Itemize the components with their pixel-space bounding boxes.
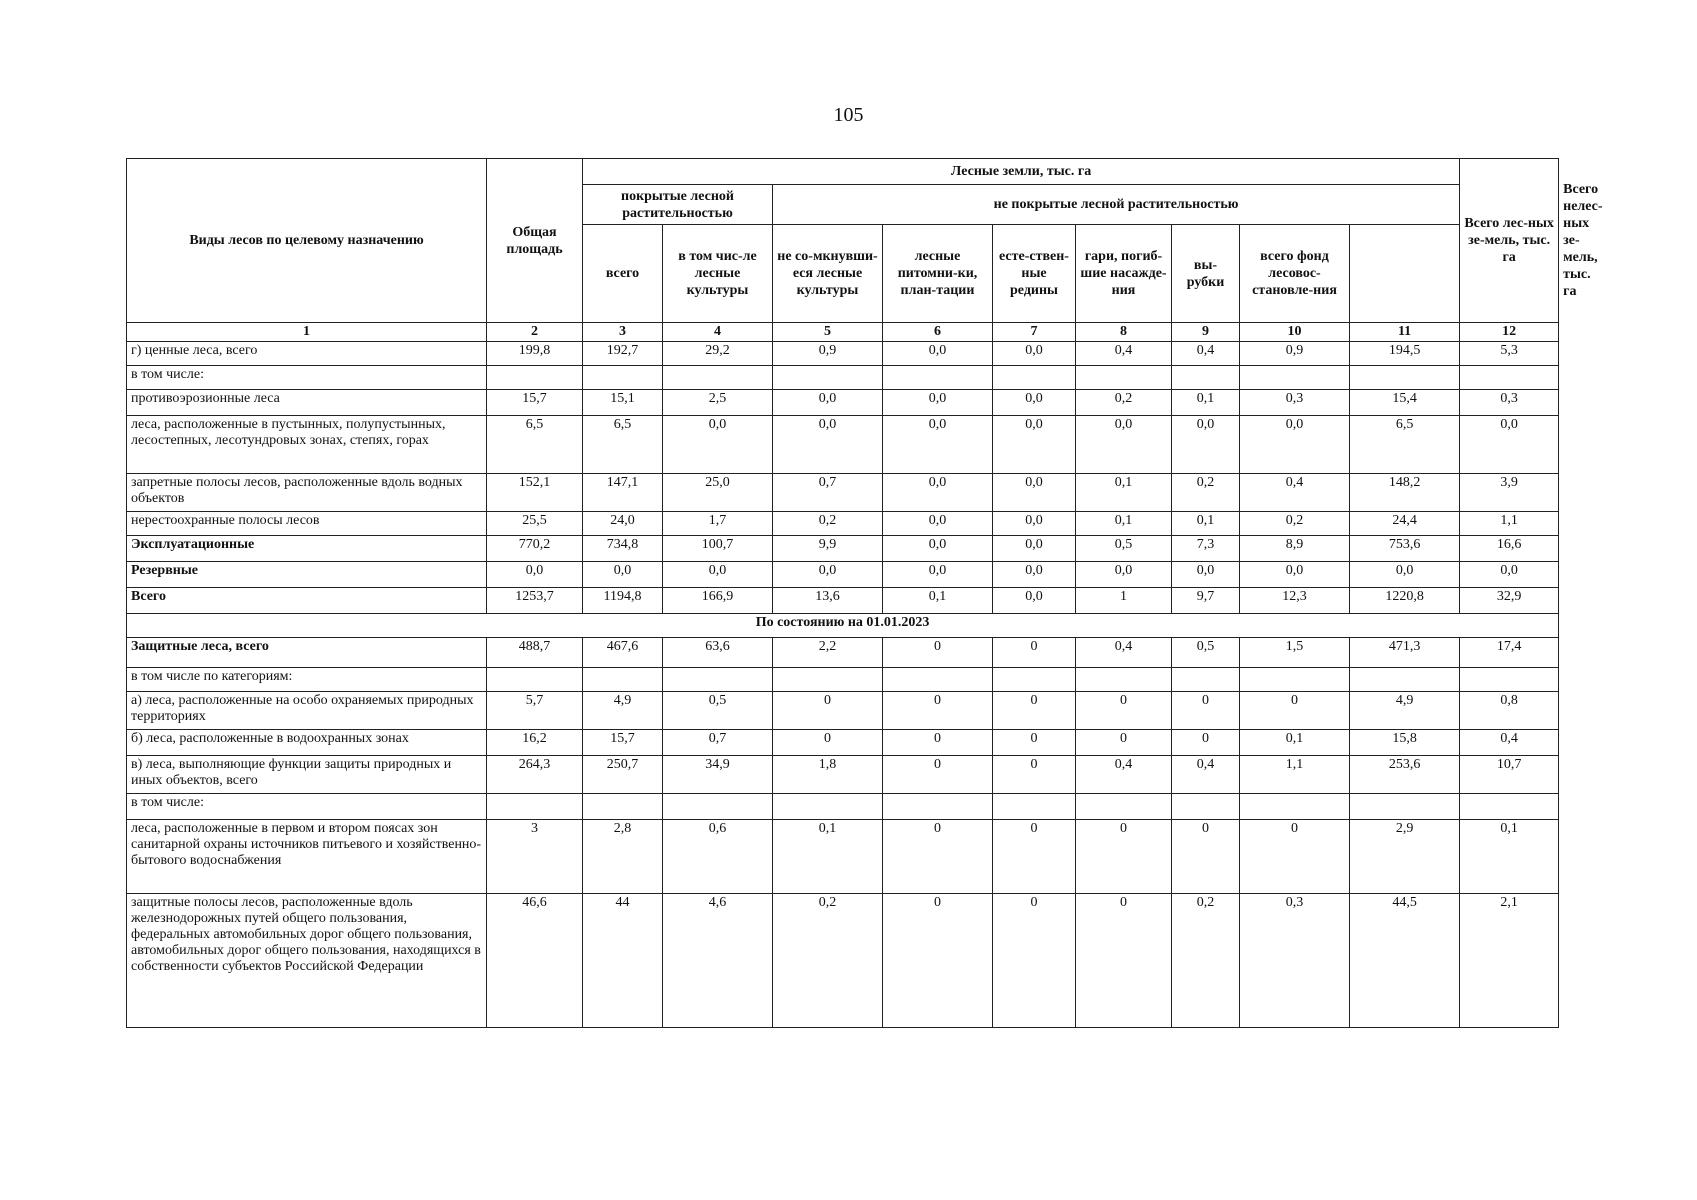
row-value: 199,8 (487, 342, 583, 366)
row-value: 0,0 (663, 416, 773, 474)
row-value: 0 (1076, 692, 1172, 730)
table-section-divider (127, 614, 1559, 638)
row-value: 0,7 (773, 474, 883, 512)
row-value: 0,0 (1076, 416, 1172, 474)
row-value (1240, 794, 1350, 820)
row-value (1460, 668, 1559, 692)
row-value: 0 (1240, 692, 1350, 730)
row-value (773, 794, 883, 820)
table-row (127, 390, 1559, 416)
row-value: 7,3 (1172, 536, 1240, 562)
row-value: 0,1 (883, 588, 993, 614)
row-value: 44 (583, 894, 663, 1028)
header-not-covered: не покрытые лесной растительностью (773, 185, 1460, 225)
row-value: 0,2 (1240, 512, 1350, 536)
col-number: 8 (1076, 323, 1172, 342)
header-nurseries: лесные питомни-ки, план-тации (883, 225, 993, 323)
forest-types-table (126, 158, 1603, 1028)
table-row (127, 638, 1559, 668)
row-value: 0,1 (1240, 730, 1350, 756)
row-value (1350, 794, 1460, 820)
row-value: 1 (1076, 588, 1172, 614)
row-value: 0,0 (1240, 416, 1350, 474)
col-number: 12 (1460, 323, 1559, 342)
table-row (127, 474, 1559, 512)
row-label: нерестоохранные полосы лесов (127, 512, 487, 536)
table-row (127, 820, 1559, 894)
row-value: 264,3 (487, 756, 583, 794)
row-value: 16,2 (487, 730, 583, 756)
header-total-area: Общая площадь (487, 159, 583, 323)
row-value: 0 (1172, 692, 1240, 730)
row-value: 0,8 (1460, 692, 1559, 730)
row-value (1350, 668, 1460, 692)
row-value: 2,9 (1350, 820, 1460, 894)
row-value: 16,6 (1460, 536, 1559, 562)
row-value (993, 794, 1076, 820)
row-label: б) леса, расположенные в водоохранных зонах (127, 730, 487, 756)
row-value: 0 (883, 730, 993, 756)
row-label: в том числе по категориям: (127, 668, 487, 692)
row-value (487, 366, 583, 390)
row-value: 9,7 (1172, 588, 1240, 614)
row-value: 1253,7 (487, 588, 583, 614)
row-value: 0 (1076, 894, 1172, 1028)
row-value: 12,3 (1240, 588, 1350, 614)
row-value: 3 (487, 820, 583, 894)
row-value: 15,8 (1350, 730, 1460, 756)
row-value: 24,4 (1350, 512, 1460, 536)
row-value: 0,0 (1350, 562, 1460, 588)
row-value: 0,0 (993, 342, 1076, 366)
row-value: 148,2 (1350, 474, 1460, 512)
row-value: 0,0 (883, 416, 993, 474)
row-value: 46,6 (487, 894, 583, 1028)
row-value: 0,0 (883, 512, 993, 536)
row-value: 0,0 (1172, 562, 1240, 588)
row-value (663, 366, 773, 390)
row-value (583, 668, 663, 692)
header-unclosed: не со-мкнувши-еся лесные культуры (773, 225, 883, 323)
row-label: Защитные леса, всего (127, 638, 487, 668)
row-value (1076, 794, 1172, 820)
row-value: 0,0 (663, 562, 773, 588)
row-value (583, 794, 663, 820)
row-value: 25,5 (487, 512, 583, 536)
row-value: 9,9 (773, 536, 883, 562)
row-value: 0,1 (1076, 512, 1172, 536)
row-value: 0,0 (773, 416, 883, 474)
table-row (127, 588, 1559, 614)
row-value: 0,9 (1240, 342, 1350, 366)
row-value (1240, 366, 1350, 390)
row-value: 15,7 (583, 730, 663, 756)
row-value: 0,6 (663, 820, 773, 894)
row-value: 0,5 (663, 692, 773, 730)
row-value: 166,9 (663, 588, 773, 614)
row-value: 0,3 (1240, 390, 1350, 416)
row-label: Всего (127, 588, 487, 614)
row-label: леса, расположенные в пустынных, полупустынных, лесостепных, лесотундровых зонах, степях, горах (127, 416, 487, 474)
row-value: 0,5 (1076, 536, 1172, 562)
row-value: 0,7 (663, 730, 773, 756)
row-value: 0 (993, 820, 1076, 894)
row-value: 0,0 (883, 536, 993, 562)
row-label: в том числе: (127, 366, 487, 390)
row-value: 0 (773, 692, 883, 730)
row-value: 17,4 (1460, 638, 1559, 668)
col-number: 4 (663, 323, 773, 342)
row-value: 253,6 (1350, 756, 1460, 794)
row-value: 6,5 (583, 416, 663, 474)
section-title: По состоянию на 01.01.2023 (127, 614, 1559, 638)
row-value: 488,7 (487, 638, 583, 668)
row-value: 1,1 (1240, 756, 1350, 794)
row-value: 194,5 (1350, 342, 1460, 366)
row-value: 0,0 (993, 474, 1076, 512)
row-value: 0,2 (1172, 894, 1240, 1028)
row-value: 0,0 (1460, 416, 1559, 474)
row-label: в том числе: (127, 794, 487, 820)
row-value: 100,7 (663, 536, 773, 562)
row-value: 0 (993, 638, 1076, 668)
header-covered-cultures: в том чис-ле лесные культуры (663, 225, 773, 323)
row-value: 0,2 (1076, 390, 1172, 416)
row-value (1172, 668, 1240, 692)
row-label: г) ценные леса, всего (127, 342, 487, 366)
row-value (993, 366, 1076, 390)
row-label: в) леса, выполняющие функции защиты природных и иных объектов, всего (127, 756, 487, 794)
table-row (127, 512, 1559, 536)
row-value: 0,0 (883, 562, 993, 588)
row-value: 0 (1172, 820, 1240, 894)
row-value: 0 (883, 820, 993, 894)
row-value: 15,1 (583, 390, 663, 416)
row-value: 32,9 (1460, 588, 1559, 614)
row-value: 6,5 (487, 416, 583, 474)
row-value: 0,0 (583, 562, 663, 588)
table-row (127, 342, 1559, 366)
row-value: 770,2 (487, 536, 583, 562)
table-row (127, 562, 1559, 588)
header-reforest: всего фонд лесовос-становле-ния (1240, 225, 1350, 323)
col-number: 2 (487, 323, 583, 342)
row-value: 147,1 (583, 474, 663, 512)
row-value: 0 (993, 756, 1076, 794)
row-value (1460, 794, 1559, 820)
table-row (127, 894, 1559, 1028)
row-value: 753,6 (1350, 536, 1460, 562)
row-value: 0 (773, 730, 883, 756)
row-value (1076, 366, 1172, 390)
row-value: 0 (883, 756, 993, 794)
row-label: а) леса, расположенные на особо охраняемых природных территориях (127, 692, 487, 730)
row-value: 24,0 (583, 512, 663, 536)
row-value: 15,7 (487, 390, 583, 416)
row-value: 0,1 (1172, 390, 1240, 416)
row-value: 1,5 (1240, 638, 1350, 668)
row-value: 0,4 (1076, 638, 1172, 668)
page-number: 105 (833, 104, 864, 126)
col-number: 10 (1240, 323, 1350, 342)
table-row (127, 416, 1559, 474)
row-value: 192,7 (583, 342, 663, 366)
row-value: 2,5 (663, 390, 773, 416)
row-value (883, 794, 993, 820)
row-value: 0,0 (993, 390, 1076, 416)
row-value: 0,1 (1076, 474, 1172, 512)
column-numbers-row (127, 323, 1559, 342)
row-value: 0,0 (993, 512, 1076, 536)
row-value: 0,4 (1172, 756, 1240, 794)
row-value (1172, 366, 1240, 390)
row-value: 0 (883, 692, 993, 730)
row-value: 4,6 (663, 894, 773, 1028)
row-value: 471,3 (1350, 638, 1460, 668)
row-value: 0,0 (883, 342, 993, 366)
col-number: 6 (883, 323, 993, 342)
row-value: 467,6 (583, 638, 663, 668)
row-value: 152,1 (487, 474, 583, 512)
row-value: 0 (993, 692, 1076, 730)
table-row (127, 794, 1559, 820)
row-value: 8,9 (1240, 536, 1350, 562)
row-value: 0,0 (487, 562, 583, 588)
row-value: 0,3 (1460, 390, 1559, 416)
row-value: 0,9 (773, 342, 883, 366)
header-total-forest: Всего лес-ных зе-мель, тыс. га (1460, 159, 1559, 323)
row-value (663, 668, 773, 692)
row-value (1240, 668, 1350, 692)
col-number: 7 (993, 323, 1076, 342)
row-value: 0,0 (883, 390, 993, 416)
header-covered: покрытые лесной растительностью (583, 185, 773, 225)
row-value: 0 (1172, 730, 1240, 756)
row-label: леса, расположенные в первом и втором поясах зон санитарной охраны источников питьевого и хозяйственно-бытового водоснабжения (127, 820, 487, 894)
row-value: 734,8 (583, 536, 663, 562)
row-value: 1220,8 (1350, 588, 1460, 614)
table-row (127, 668, 1559, 692)
row-value: 0,2 (773, 894, 883, 1028)
row-value: 0,0 (993, 536, 1076, 562)
row-value (583, 366, 663, 390)
col-number: 1 (127, 323, 487, 342)
row-value: 1,8 (773, 756, 883, 794)
row-value: 4,9 (1350, 692, 1460, 730)
row-value: 0,2 (1172, 474, 1240, 512)
row-value: 10,7 (1460, 756, 1559, 794)
row-value: 0,0 (773, 390, 883, 416)
row-value: 1,1 (1460, 512, 1559, 536)
row-value: 0,5 (1172, 638, 1240, 668)
col-number: 11 (1350, 323, 1460, 342)
row-value: 0,0 (1076, 562, 1172, 588)
row-label: запретные полосы лесов, расположенные вдоль водных объектов (127, 474, 487, 512)
row-value: 0,1 (773, 820, 883, 894)
table-row (127, 536, 1559, 562)
row-value (487, 794, 583, 820)
row-value: 25,0 (663, 474, 773, 512)
row-value: 0,4 (1076, 342, 1172, 366)
row-label: Эксплуатационные (127, 536, 487, 562)
header-types: Виды лесов по целевому назначению (127, 159, 487, 323)
row-value: 5,3 (1460, 342, 1559, 366)
row-value (1350, 366, 1460, 390)
row-value: 0 (993, 894, 1076, 1028)
row-value (1460, 366, 1559, 390)
row-value (487, 668, 583, 692)
row-value: 0,4 (1172, 342, 1240, 366)
row-label: защитные полосы лесов, расположенные вдоль железнодорожных путей общего пользования, федеральных автомобильных дорог общего пользования, автомобильных дорог общего пользования, находящихся в собственности субъектов Российской Федерации (127, 894, 487, 1028)
col-number: 3 (583, 323, 663, 342)
table-row (127, 756, 1559, 794)
header-clearcuts: вы-рубки (1172, 225, 1240, 323)
row-value: 250,7 (583, 756, 663, 794)
row-value: 0,0 (1460, 562, 1559, 588)
table-header: Виды лесов по целевому назначению Общая площадь Лесные земли, тыс. га Всего лес-ных зе-мель, тыс. га Всего нелес-ных зе-мель, тыс. га покрытые лесной растительностью не покрытые лесной растительностью всего в том чис-ле лесные культуры не со-мкнувши-еся лесные культуры лесные питомни-ки, план-тации есте-ствен-ные редины гари, погиб-шие насажде-ния вы-рубки всего фонд лесовос-становле-ния 1 2 3 4 5 6 7 8 9 10 11 12 (127, 159, 1559, 342)
row-value: 0,0 (993, 588, 1076, 614)
row-value: 0 (1076, 730, 1172, 756)
row-value: 5,7 (487, 692, 583, 730)
row-value: 0 (993, 730, 1076, 756)
col-number: 5 (773, 323, 883, 342)
header-covered-all: всего (583, 225, 663, 323)
table-row (127, 692, 1559, 730)
row-label: противоэрозионные леса (127, 390, 487, 416)
row-value: 0,4 (1076, 756, 1172, 794)
row-value (663, 794, 773, 820)
row-value: 2,2 (773, 638, 883, 668)
row-value: 0 (1076, 820, 1172, 894)
table-row (127, 366, 1559, 390)
row-value (1076, 668, 1172, 692)
row-value: 0,1 (1172, 512, 1240, 536)
row-value: 4,9 (583, 692, 663, 730)
row-value: 0,0 (993, 562, 1076, 588)
row-value: 2,1 (1460, 894, 1559, 1028)
row-value: 0,4 (1460, 730, 1559, 756)
col-number: 9 (1172, 323, 1240, 342)
table-body-part1 (127, 342, 1559, 614)
row-value: 0,0 (1172, 416, 1240, 474)
row-value: 63,6 (663, 638, 773, 668)
row-value (773, 668, 883, 692)
row-value (773, 366, 883, 390)
row-value: 0 (883, 894, 993, 1028)
row-value (883, 668, 993, 692)
row-value: 34,9 (663, 756, 773, 794)
row-value: 0,0 (993, 416, 1076, 474)
row-value: 15,4 (1350, 390, 1460, 416)
row-value: 6,5 (1350, 416, 1460, 474)
row-value: 3,9 (1460, 474, 1559, 512)
row-value: 1,7 (663, 512, 773, 536)
row-value: 0,3 (1240, 894, 1350, 1028)
row-value: 0,0 (1240, 562, 1350, 588)
row-value (993, 668, 1076, 692)
header-forest-lands: Лесные земли, тыс. га (583, 159, 1460, 185)
row-value (1172, 794, 1240, 820)
row-value: 44,5 (1350, 894, 1460, 1028)
header-burned: гари, погиб-шие насажде-ния (1076, 225, 1172, 323)
row-value: 2,8 (583, 820, 663, 894)
row-value (883, 366, 993, 390)
row-value: 0 (883, 638, 993, 668)
row-value: 1194,8 (583, 588, 663, 614)
row-label: Резервные (127, 562, 487, 588)
row-value: 13,6 (773, 588, 883, 614)
row-value: 0 (1240, 820, 1350, 894)
row-value: 0,4 (1240, 474, 1350, 512)
row-value: 0,0 (773, 562, 883, 588)
row-value: 29,2 (663, 342, 773, 366)
table-body-part2 (127, 638, 1559, 1028)
table-row (127, 730, 1559, 756)
row-value: 0,1 (1460, 820, 1559, 894)
row-value: 0,0 (883, 474, 993, 512)
header-natural: есте-ствен-ные редины (993, 225, 1076, 323)
row-value: 0,2 (773, 512, 883, 536)
